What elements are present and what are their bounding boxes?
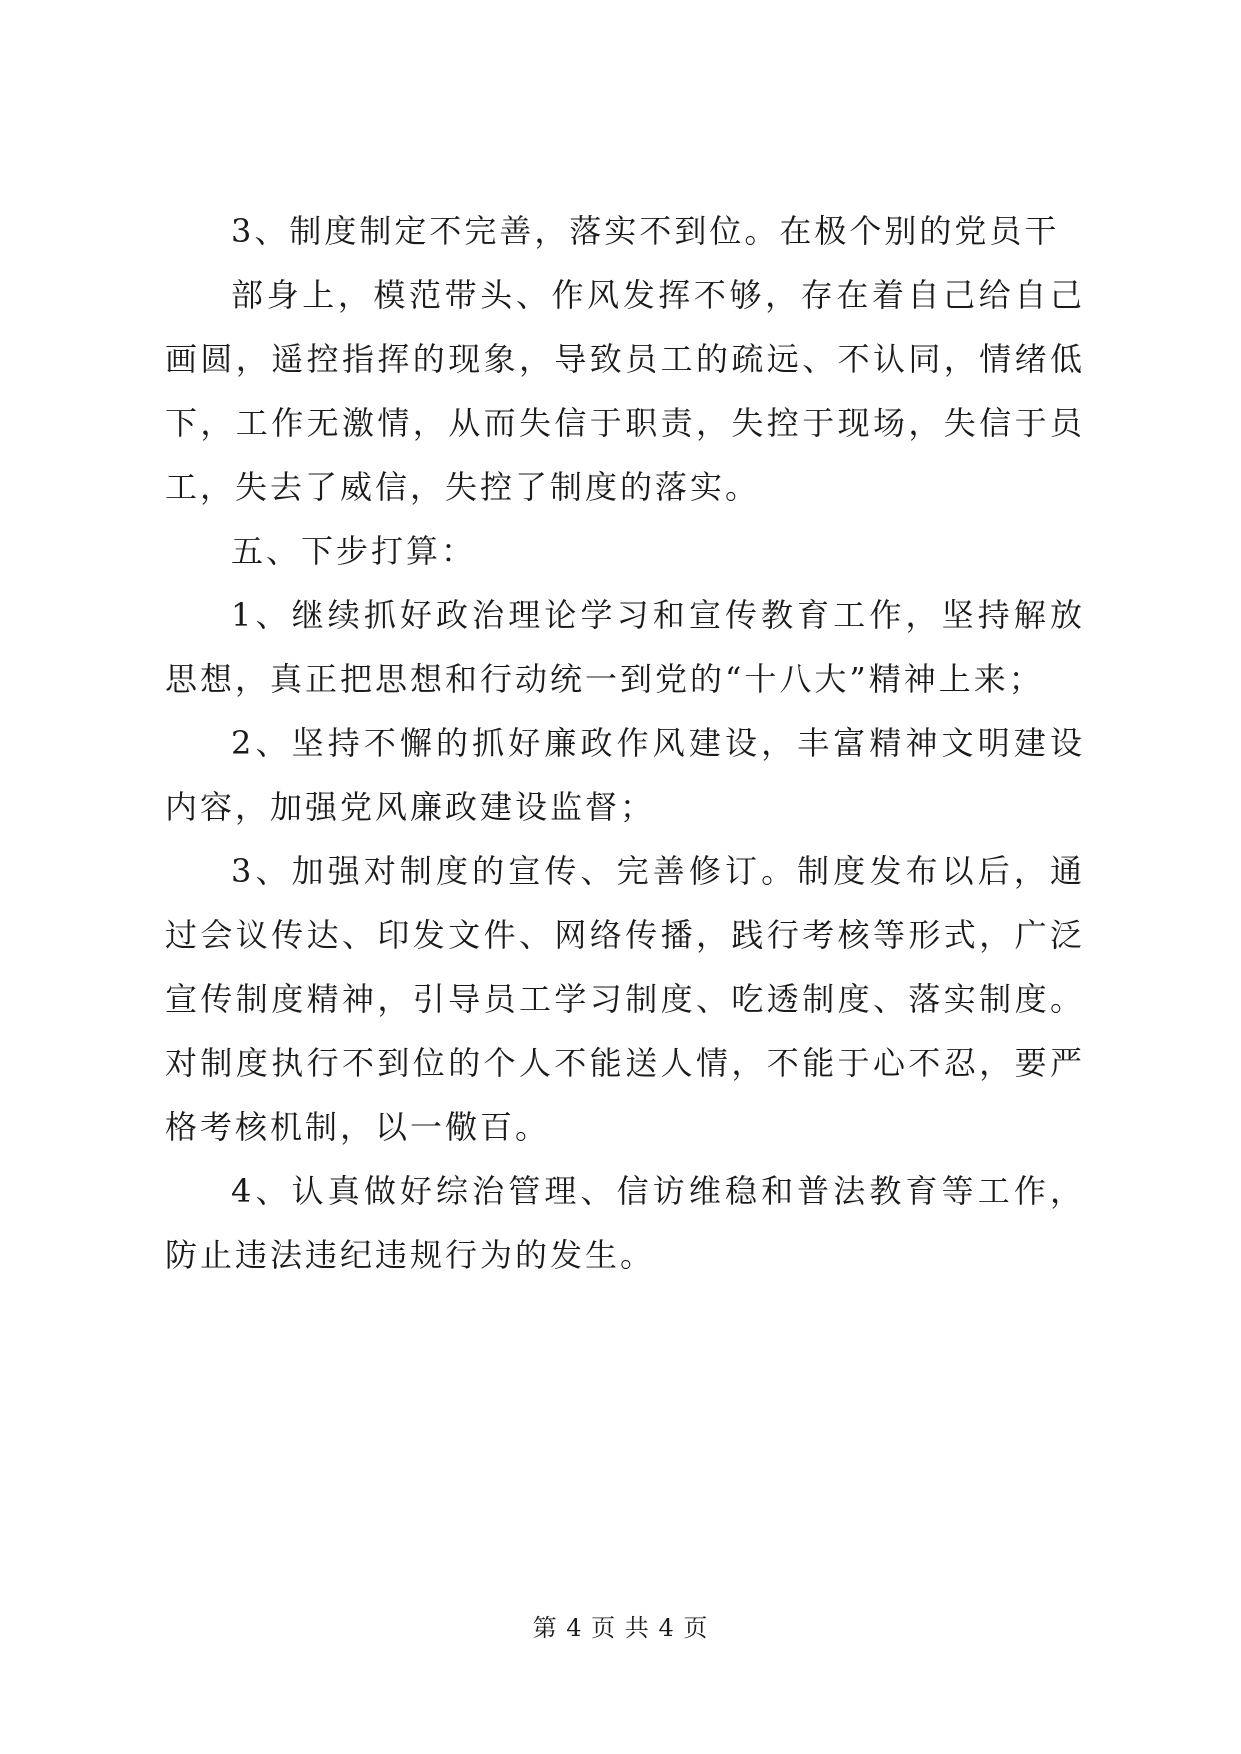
paragraph-2: 部身上，模范带头、作风发挥不够，存在着自己给自己画圆，遥控指挥的现象，导致员工的疏远、不认同，情绪低下，工作无激情，从而失信于职责，失控于现场，失信于员工，失去了威信，失控了制度的落实。 (165, 276, 1085, 506)
paragraph-1: 3、制度制定不完善，落实不到位。在极个别的党员干 (231, 212, 1060, 250)
document-body (165, 199, 1085, 1287)
page-footer: 第 4 页 共 4 页 (532, 1614, 709, 1642)
paragraph-4: 1、继续抓好政治理论学习和宣传教育工作，坚持解放思想，真正把思想和行动统一到党的“十八大”精神上来； (165, 596, 1085, 698)
paragraph-6: 3、加强对制度的宣传、完善修订。制度发布以后，通过会议传达、印发文件、网络传播，践行考核等形式，广泛宣传制度精神，引导员工学习制度、吃透制度、落实制度。对制度执行不到位的个人不能送人情，不能于心不忍，要严格考核机制，以一儆百。 (165, 852, 1085, 1146)
paragraph-5: 2、坚持不懈的抓好廉政作风建设，丰富精神文明建设内容，加强党风廉政建设监督； (165, 724, 1085, 826)
paragraph-7: 4、认真做好综治管理、信访维稳和普法教育等工作，防止违法违纪违规行为的发生。 (165, 1172, 1085, 1274)
paragraph-3: 五、下步打算： (231, 532, 477, 570)
